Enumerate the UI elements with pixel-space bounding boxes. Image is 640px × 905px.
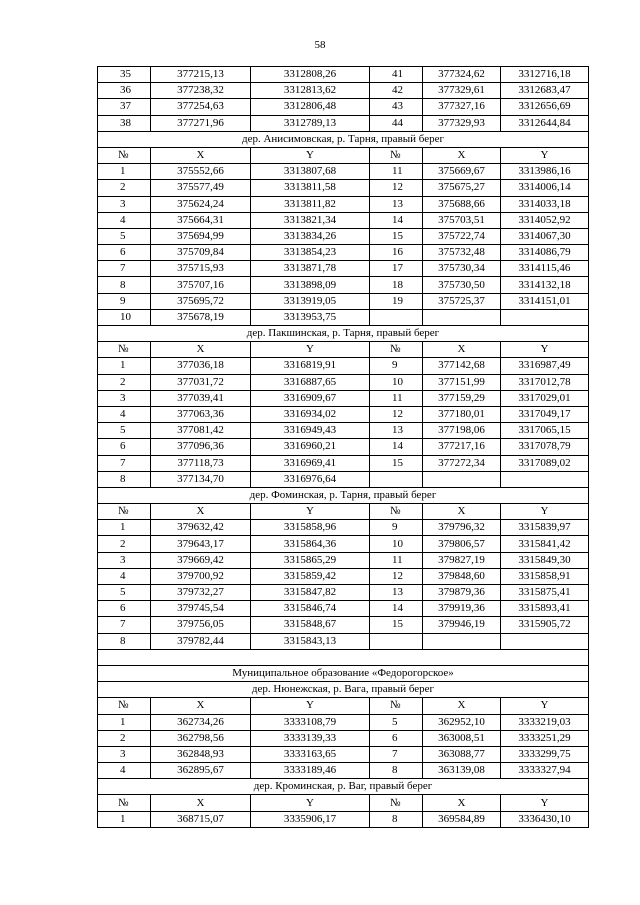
page-number: 58 — [314, 39, 326, 51]
point-number: 10 — [98, 309, 151, 325]
x-coordinate: 375664,31 — [151, 212, 251, 228]
y-coordinate: 3315875,41 — [501, 585, 589, 601]
x-coordinate: 377142,68 — [423, 358, 501, 374]
x-coordinate: 377329,61 — [423, 83, 501, 99]
y-coordinate: 3335906,17 — [251, 811, 370, 827]
x-coordinate: 379796,32 — [423, 520, 501, 536]
y-coordinate: 3314115,46 — [501, 261, 589, 277]
point-number: 10 — [370, 374, 423, 390]
y-coordinate: 3315849,30 — [501, 552, 589, 568]
blank-cell — [98, 649, 589, 665]
y-coordinate: 3317089,02 — [501, 455, 589, 471]
point-number: 2 — [98, 730, 151, 746]
point-number: 5 — [98, 228, 151, 244]
header-x-right: X — [423, 342, 501, 358]
point-number: 2 — [98, 180, 151, 196]
x-coordinate: 379643,17 — [151, 536, 251, 552]
point-number: 15 — [370, 228, 423, 244]
point-number: 11 — [370, 552, 423, 568]
column-header-row — [98, 698, 589, 714]
y-coordinate: 3315858,91 — [501, 568, 589, 584]
header-x-right: X — [423, 504, 501, 520]
point-number: 1 — [98, 358, 151, 374]
x-coordinate: 375675,27 — [423, 180, 501, 196]
empty-cell — [423, 309, 501, 325]
x-coordinate: 377180,01 — [423, 406, 501, 422]
section-title: дер. Пакшинская, р. Тарня, правый берег — [98, 326, 589, 342]
y-coordinate: 3317065,15 — [501, 423, 589, 439]
header-y-left: Y — [251, 147, 370, 163]
point-number: 11 — [370, 390, 423, 406]
point-number: 36 — [98, 83, 151, 99]
empty-cell — [501, 633, 589, 649]
y-coordinate: 3314151,01 — [501, 293, 589, 309]
x-coordinate: 377272,34 — [423, 455, 501, 471]
x-coordinate: 377096,36 — [151, 439, 251, 455]
point-number: 6 — [98, 601, 151, 617]
x-coordinate: 377063,36 — [151, 406, 251, 422]
x-coordinate: 375722,74 — [423, 228, 501, 244]
y-coordinate: 3312808,26 — [251, 67, 370, 83]
x-coordinate: 375695,72 — [151, 293, 251, 309]
y-coordinate: 3315848,67 — [251, 617, 370, 633]
point-number: 17 — [370, 261, 423, 277]
point-number: 8 — [98, 277, 151, 293]
point-number: 3 — [98, 390, 151, 406]
y-coordinate: 3333219,03 — [501, 714, 589, 730]
x-coordinate: 362734,26 — [151, 714, 251, 730]
point-number: 6 — [98, 245, 151, 261]
table-row — [98, 811, 589, 827]
table-row — [98, 196, 589, 212]
header-x-right: X — [423, 147, 501, 163]
point-number: 5 — [98, 423, 151, 439]
section-row — [98, 682, 589, 698]
header-y-left: Y — [251, 698, 370, 714]
header-x-right: X — [423, 698, 501, 714]
x-coordinate: 379756,05 — [151, 617, 251, 633]
table-row — [98, 115, 589, 131]
point-number: 1 — [98, 164, 151, 180]
point-number: 3 — [98, 552, 151, 568]
table-row — [98, 180, 589, 196]
empty-cell — [370, 471, 423, 487]
table-row — [98, 245, 589, 261]
x-coordinate: 377217,16 — [423, 439, 501, 455]
point-number: 1 — [98, 714, 151, 730]
y-coordinate: 3315858,96 — [251, 520, 370, 536]
section-row — [98, 131, 589, 147]
x-coordinate: 379745,54 — [151, 601, 251, 617]
x-coordinate: 375707,16 — [151, 277, 251, 293]
table-row — [98, 633, 589, 649]
point-number: 7 — [98, 455, 151, 471]
point-number: 2 — [98, 536, 151, 552]
header-y-right: Y — [501, 795, 589, 811]
x-coordinate: 377329,93 — [423, 115, 501, 131]
table-row — [98, 164, 589, 180]
x-coordinate: 375688,66 — [423, 196, 501, 212]
header-x-right: X — [423, 795, 501, 811]
y-coordinate: 3316934,02 — [251, 406, 370, 422]
point-number: 9 — [98, 293, 151, 309]
column-header-row — [98, 147, 589, 163]
y-coordinate: 3317049,17 — [501, 406, 589, 422]
y-coordinate: 3313919,05 — [251, 293, 370, 309]
section-title: дер. Нюнежская, р. Вага, правый берег — [98, 682, 589, 698]
x-coordinate: 375730,34 — [423, 261, 501, 277]
x-coordinate: 363139,08 — [423, 763, 501, 779]
table-row — [98, 293, 589, 309]
header-num-right: № — [370, 342, 423, 358]
x-coordinate: 377324,62 — [423, 67, 501, 83]
coordinates-table — [97, 66, 589, 828]
column-header-row — [98, 795, 589, 811]
point-number: 4 — [98, 406, 151, 422]
header-num-left: № — [98, 504, 151, 520]
x-coordinate: 362952,10 — [423, 714, 501, 730]
point-number: 38 — [98, 115, 151, 131]
x-coordinate: 377031,72 — [151, 374, 251, 390]
header-num-left: № — [98, 342, 151, 358]
blank-row — [98, 649, 589, 665]
y-coordinate: 3312806,48 — [251, 99, 370, 115]
section-title: Муниципальное образование «Федорогорское» — [98, 665, 589, 681]
y-coordinate: 3313834,26 — [251, 228, 370, 244]
table-row — [98, 601, 589, 617]
y-coordinate: 3313986,16 — [501, 164, 589, 180]
empty-cell — [370, 633, 423, 649]
point-number: 3 — [98, 196, 151, 212]
table-row — [98, 568, 589, 584]
header-y-left: Y — [251, 795, 370, 811]
x-coordinate: 379827,19 — [423, 552, 501, 568]
table-row — [98, 261, 589, 277]
x-coordinate: 363088,77 — [423, 746, 501, 762]
x-coordinate: 379879,36 — [423, 585, 501, 601]
point-number: 13 — [370, 423, 423, 439]
point-number: 12 — [370, 180, 423, 196]
table-row — [98, 617, 589, 633]
header-y-right: Y — [501, 342, 589, 358]
point-number: 8 — [98, 633, 151, 649]
header-x-left: X — [151, 795, 251, 811]
table-row — [98, 423, 589, 439]
table-row — [98, 763, 589, 779]
x-coordinate: 375725,37 — [423, 293, 501, 309]
point-number: 4 — [98, 763, 151, 779]
y-coordinate: 3313811,82 — [251, 196, 370, 212]
x-coordinate: 377271,96 — [151, 115, 251, 131]
table-row — [98, 228, 589, 244]
y-coordinate: 3315865,29 — [251, 552, 370, 568]
y-coordinate: 3333163,65 — [251, 746, 370, 762]
point-number: 7 — [370, 746, 423, 762]
x-coordinate: 377039,41 — [151, 390, 251, 406]
y-coordinate: 3333327,94 — [501, 763, 589, 779]
point-number: 12 — [370, 568, 423, 584]
header-num-right: № — [370, 147, 423, 163]
table-row — [98, 520, 589, 536]
table-row — [98, 406, 589, 422]
y-coordinate: 3313807,68 — [251, 164, 370, 180]
point-number: 43 — [370, 99, 423, 115]
point-number: 44 — [370, 115, 423, 131]
x-coordinate: 377134,70 — [151, 471, 251, 487]
y-coordinate: 3313898,09 — [251, 277, 370, 293]
table-row — [98, 277, 589, 293]
y-coordinate: 3333139,33 — [251, 730, 370, 746]
y-coordinate: 3316969,41 — [251, 455, 370, 471]
x-coordinate: 377118,73 — [151, 455, 251, 471]
x-coordinate: 379669,42 — [151, 552, 251, 568]
y-coordinate: 3312683,47 — [501, 83, 589, 99]
header-x-left: X — [151, 147, 251, 163]
point-number: 9 — [370, 520, 423, 536]
point-number: 12 — [370, 406, 423, 422]
y-coordinate: 3316819,91 — [251, 358, 370, 374]
point-number: 6 — [370, 730, 423, 746]
y-coordinate: 3312656,69 — [501, 99, 589, 115]
point-number: 7 — [98, 617, 151, 633]
x-coordinate: 379946,19 — [423, 617, 501, 633]
point-number: 8 — [370, 811, 423, 827]
point-number: 1 — [98, 520, 151, 536]
x-coordinate: 375730,50 — [423, 277, 501, 293]
point-number: 41 — [370, 67, 423, 83]
empty-cell — [423, 633, 501, 649]
x-coordinate: 379848,60 — [423, 568, 501, 584]
y-coordinate: 3315846,74 — [251, 601, 370, 617]
y-coordinate: 3316987,49 — [501, 358, 589, 374]
point-number: 11 — [370, 164, 423, 180]
point-number: 7 — [98, 261, 151, 277]
point-number: 42 — [370, 83, 423, 99]
point-number: 37 — [98, 99, 151, 115]
section-row — [98, 779, 589, 795]
x-coordinate: 377254,63 — [151, 99, 251, 115]
point-number: 4 — [98, 568, 151, 584]
point-number: 15 — [370, 455, 423, 471]
empty-cell — [370, 309, 423, 325]
y-coordinate: 3315839,97 — [501, 520, 589, 536]
header-num-right: № — [370, 504, 423, 520]
x-coordinate: 379700,92 — [151, 568, 251, 584]
table-row — [98, 212, 589, 228]
y-coordinate: 3315859,42 — [251, 568, 370, 584]
y-coordinate: 3313871,78 — [251, 261, 370, 277]
table-row — [98, 585, 589, 601]
point-number: 13 — [370, 585, 423, 601]
x-coordinate: 379782,44 — [151, 633, 251, 649]
table-row — [98, 439, 589, 455]
header-y-right: Y — [501, 147, 589, 163]
y-coordinate: 3316949,43 — [251, 423, 370, 439]
point-number: 13 — [370, 196, 423, 212]
x-coordinate: 379632,42 — [151, 520, 251, 536]
x-coordinate: 375694,99 — [151, 228, 251, 244]
header-x-left: X — [151, 504, 251, 520]
header-num-right: № — [370, 698, 423, 714]
point-number: 4 — [98, 212, 151, 228]
y-coordinate: 3333108,79 — [251, 714, 370, 730]
x-coordinate: 368715,07 — [151, 811, 251, 827]
x-coordinate: 375577,49 — [151, 180, 251, 196]
y-coordinate: 3313854,23 — [251, 245, 370, 261]
y-coordinate: 3333299,75 — [501, 746, 589, 762]
section-row — [98, 487, 589, 503]
x-coordinate: 362895,67 — [151, 763, 251, 779]
y-coordinate: 3314006,14 — [501, 180, 589, 196]
point-number: 1 — [98, 811, 151, 827]
y-coordinate: 3317012,78 — [501, 374, 589, 390]
x-coordinate: 377238,32 — [151, 83, 251, 99]
point-number: 19 — [370, 293, 423, 309]
header-x-left: X — [151, 698, 251, 714]
point-number: 35 — [98, 67, 151, 83]
x-coordinate: 375678,19 — [151, 309, 251, 325]
table-row — [98, 374, 589, 390]
y-coordinate: 3314067,30 — [501, 228, 589, 244]
y-coordinate: 3316909,67 — [251, 390, 370, 406]
point-number: 8 — [370, 763, 423, 779]
table-row — [98, 730, 589, 746]
table-row — [98, 358, 589, 374]
table-row — [98, 536, 589, 552]
header-y-left: Y — [251, 504, 370, 520]
table-row — [98, 83, 589, 99]
table-row — [98, 471, 589, 487]
x-coordinate: 377198,06 — [423, 423, 501, 439]
x-coordinate: 375703,51 — [423, 212, 501, 228]
y-coordinate: 3313953,75 — [251, 309, 370, 325]
x-coordinate: 369584,89 — [423, 811, 501, 827]
x-coordinate: 379806,57 — [423, 536, 501, 552]
y-coordinate: 3316960,21 — [251, 439, 370, 455]
x-coordinate: 379732,27 — [151, 585, 251, 601]
point-number: 8 — [98, 471, 151, 487]
point-number: 3 — [98, 746, 151, 762]
x-coordinate: 377081,42 — [151, 423, 251, 439]
header-y-left: Y — [251, 342, 370, 358]
point-number: 5 — [98, 585, 151, 601]
section-title: дер. Анисимовская, р. Тарня, правый берег — [98, 131, 589, 147]
x-coordinate: 377151,99 — [423, 374, 501, 390]
point-number: 14 — [370, 439, 423, 455]
x-coordinate: 362848,93 — [151, 746, 251, 762]
x-coordinate: 362798,56 — [151, 730, 251, 746]
point-number: 10 — [370, 536, 423, 552]
x-coordinate: 377215,13 — [151, 67, 251, 83]
table-row — [98, 746, 589, 762]
table-row — [98, 552, 589, 568]
table-row — [98, 309, 589, 325]
section-title: дер. Кроминская, р. Ваг, правый берег — [98, 779, 589, 795]
x-coordinate: 375624,24 — [151, 196, 251, 212]
header-num-left: № — [98, 147, 151, 163]
header-y-right: Y — [501, 504, 589, 520]
y-coordinate: 3312716,18 — [501, 67, 589, 83]
table-row — [98, 67, 589, 83]
point-number: 15 — [370, 617, 423, 633]
header-num-left: № — [98, 795, 151, 811]
x-coordinate: 375732,48 — [423, 245, 501, 261]
x-coordinate: 375715,93 — [151, 261, 251, 277]
x-coordinate: 377036,18 — [151, 358, 251, 374]
point-number: 9 — [370, 358, 423, 374]
point-number: 18 — [370, 277, 423, 293]
y-coordinate: 3312789,13 — [251, 115, 370, 131]
point-number: 16 — [370, 245, 423, 261]
x-coordinate: 377159,29 — [423, 390, 501, 406]
table-row — [98, 455, 589, 471]
y-coordinate: 3315843,13 — [251, 633, 370, 649]
x-coordinate: 377327,16 — [423, 99, 501, 115]
y-coordinate: 3336430,10 — [501, 811, 589, 827]
column-header-row — [98, 342, 589, 358]
table-row — [98, 99, 589, 115]
y-coordinate: 3314132,18 — [501, 277, 589, 293]
y-coordinate: 3314033,18 — [501, 196, 589, 212]
x-coordinate: 375669,67 — [423, 164, 501, 180]
y-coordinate: 3314086,79 — [501, 245, 589, 261]
point-number: 2 — [98, 374, 151, 390]
header-num-left: № — [98, 698, 151, 714]
y-coordinate: 3333189,46 — [251, 763, 370, 779]
y-coordinate: 3315905,72 — [501, 617, 589, 633]
section-title: дер. Фоминская, р. Тарня, правый берег — [98, 487, 589, 503]
point-number: 14 — [370, 212, 423, 228]
y-coordinate: 3315864,36 — [251, 536, 370, 552]
y-coordinate: 3313821,34 — [251, 212, 370, 228]
section-row — [98, 665, 589, 681]
x-coordinate: 375552,66 — [151, 164, 251, 180]
y-coordinate: 3312813,62 — [251, 83, 370, 99]
y-coordinate: 3316887,65 — [251, 374, 370, 390]
empty-cell — [501, 309, 589, 325]
empty-cell — [501, 471, 589, 487]
y-coordinate: 3333251,29 — [501, 730, 589, 746]
y-coordinate: 3314052,92 — [501, 212, 589, 228]
y-coordinate: 3315893,41 — [501, 601, 589, 617]
y-coordinate: 3317029,01 — [501, 390, 589, 406]
table-row — [98, 390, 589, 406]
point-number: 14 — [370, 601, 423, 617]
header-num-right: № — [370, 795, 423, 811]
point-number: 6 — [98, 439, 151, 455]
y-coordinate: 3315841,42 — [501, 536, 589, 552]
empty-cell — [423, 471, 501, 487]
x-coordinate: 375709,84 — [151, 245, 251, 261]
column-header-row — [98, 504, 589, 520]
x-coordinate: 363008,51 — [423, 730, 501, 746]
x-coordinate: 379919,36 — [423, 601, 501, 617]
y-coordinate: 3313811,58 — [251, 180, 370, 196]
y-coordinate: 3316976,64 — [251, 471, 370, 487]
point-number: 5 — [370, 714, 423, 730]
section-row — [98, 326, 589, 342]
table-row — [98, 714, 589, 730]
y-coordinate: 3315847,82 — [251, 585, 370, 601]
header-y-right: Y — [501, 698, 589, 714]
y-coordinate: 3317078,79 — [501, 439, 589, 455]
y-coordinate: 3312644,84 — [501, 115, 589, 131]
header-x-left: X — [151, 342, 251, 358]
